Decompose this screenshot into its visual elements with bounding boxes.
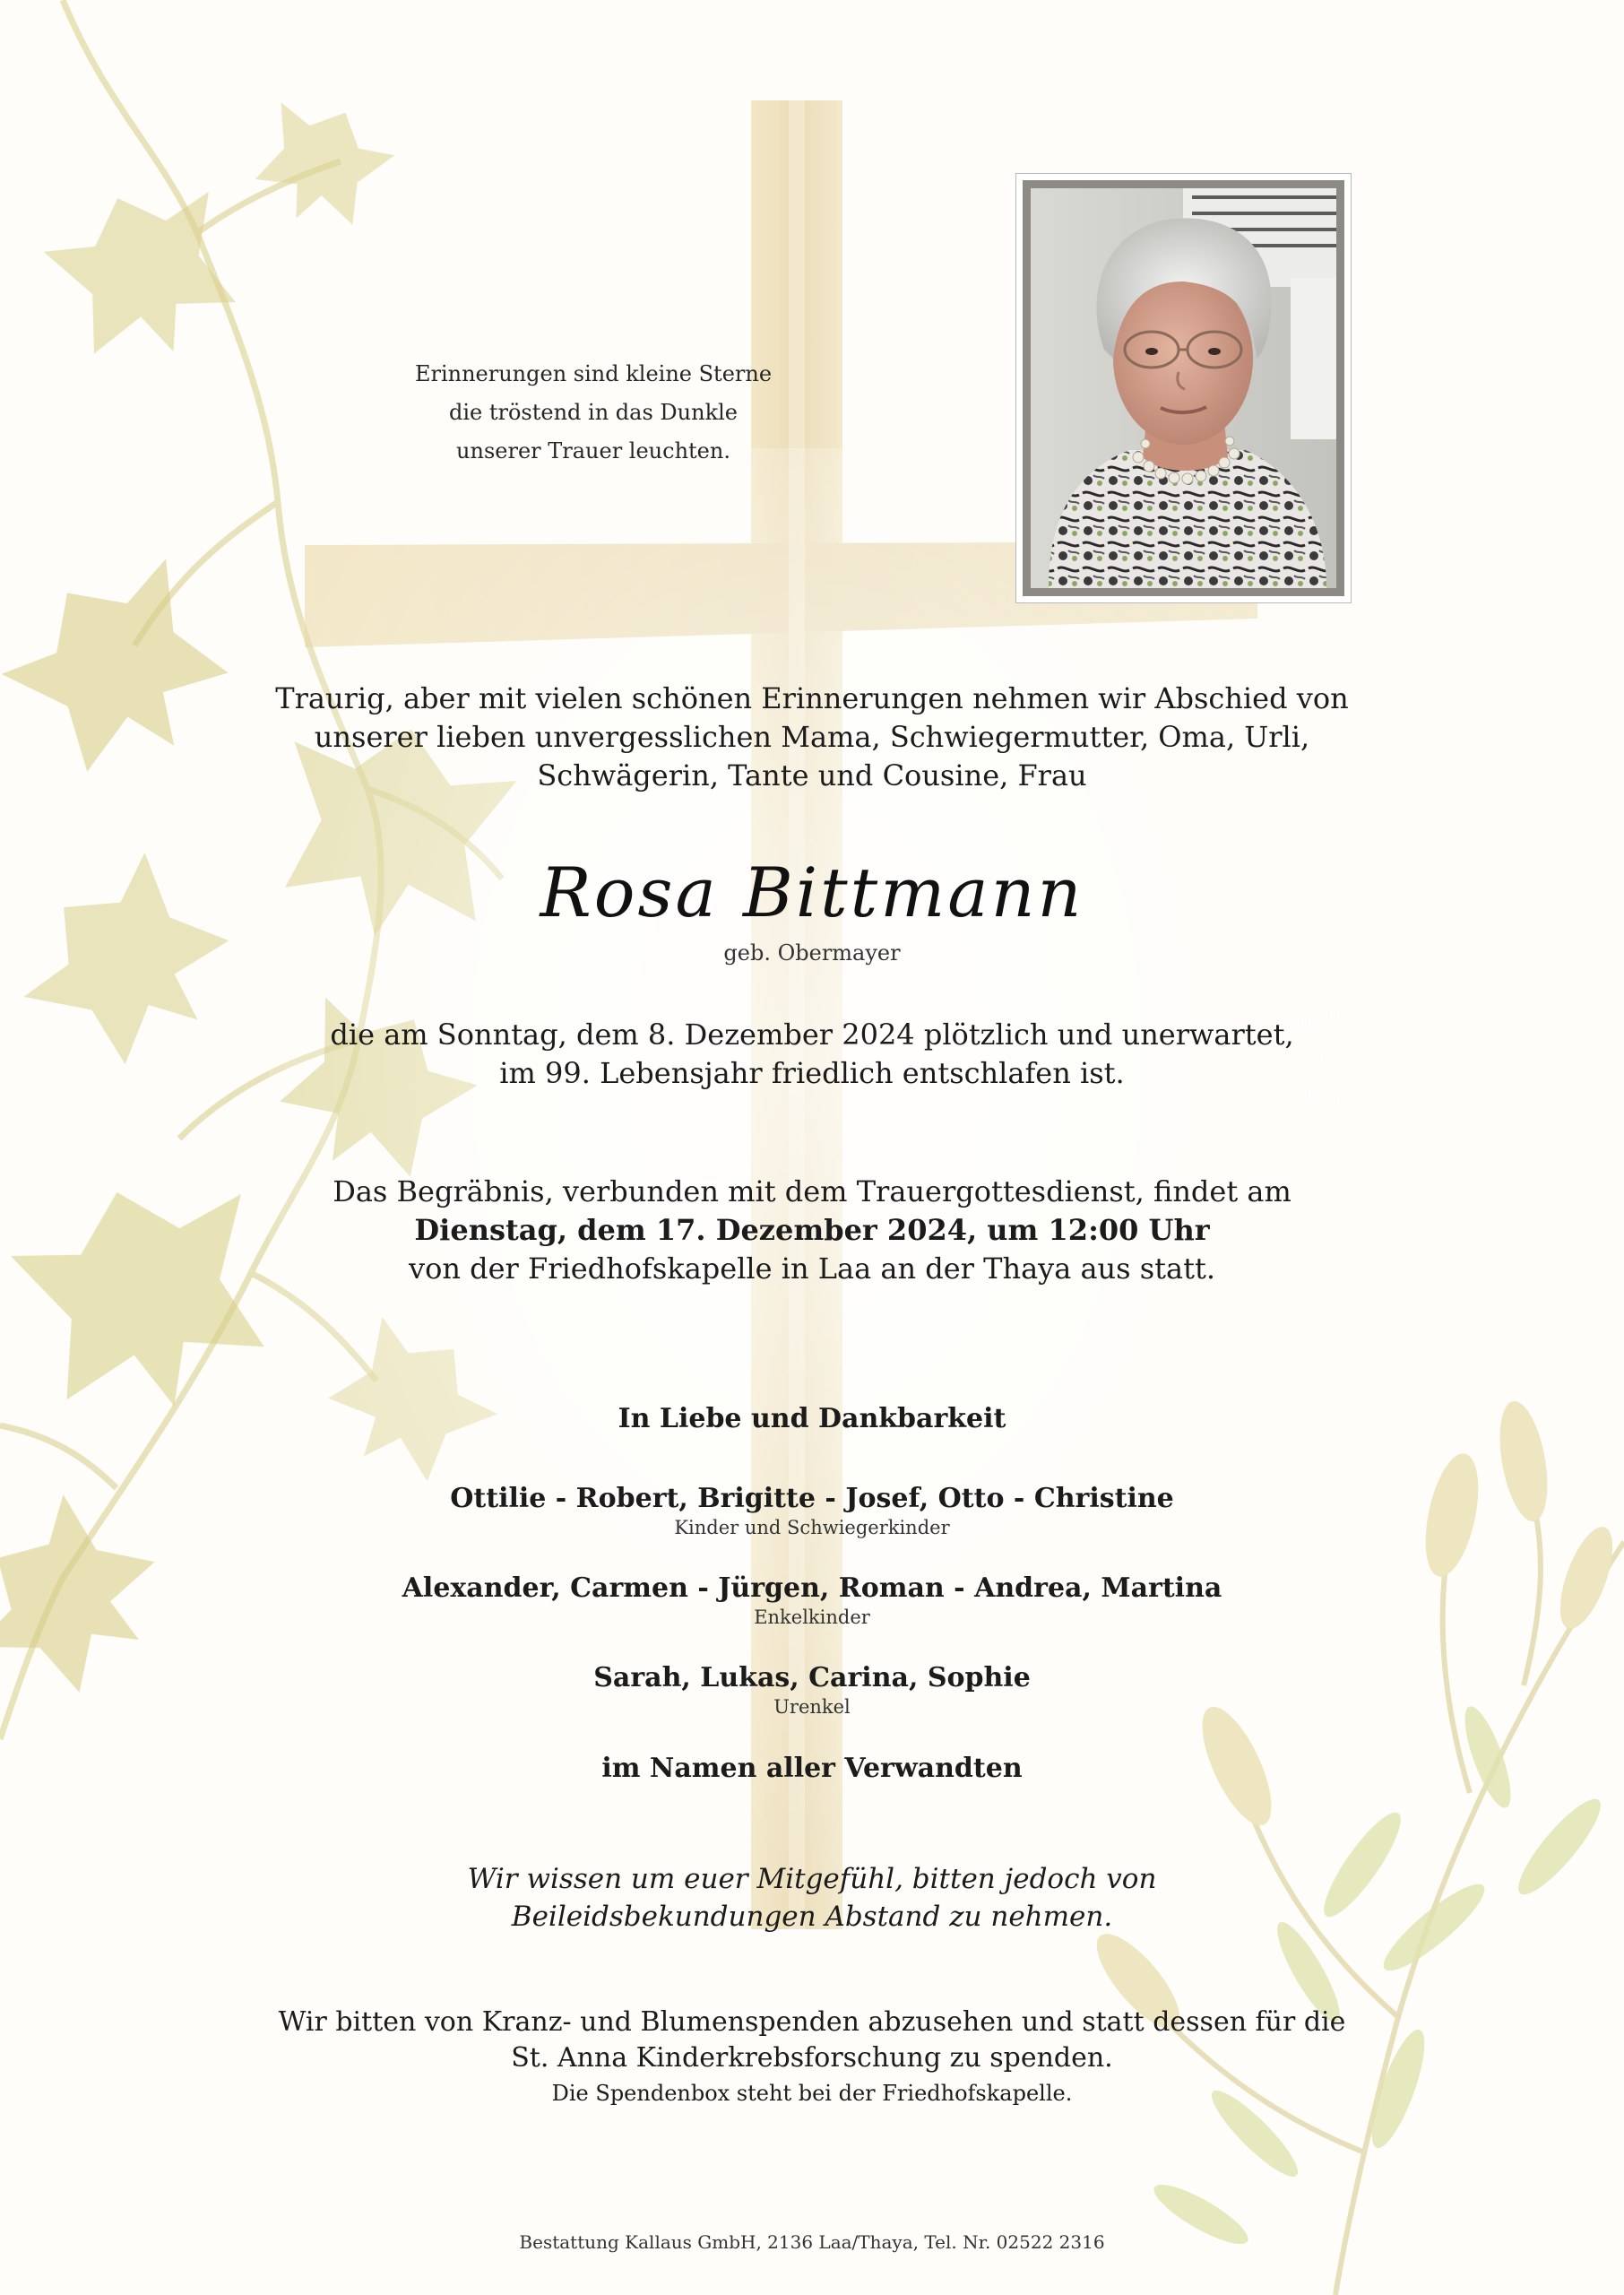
mourner-group (0, 1571, 1624, 1628)
undertaker-footer: Bestattung Kallaus GmbH, 2136 Laa/Thaya, Tel. Nr. 02522 2316 (519, 2231, 1105, 2253)
mourner-role: Kinder und Schwiegerkinder (674, 1517, 950, 1538)
condolence-request (0, 1860, 1624, 1936)
portrait-photo (1031, 188, 1336, 588)
mourner-role: Enkelkinder (754, 1606, 870, 1628)
portrait-mat (1023, 180, 1344, 596)
mourner-role: Urenkel (773, 1696, 851, 1718)
funeral-line: Das Begräbnis, verbunden mit dem Trauergottesdienst, findet am (333, 1174, 1291, 1208)
mourner-names: Ottilie - Robert, Brigitte - Josef, Otto - Christine (450, 1483, 1174, 1514)
intro-line: unserer lieben unvergesslichen Mama, Schwiegermutter, Oma, Urli, (314, 720, 1310, 754)
mourner-names: Alexander, Carmen - Jürgen, Roman - Andrea, Martina (402, 1572, 1222, 1604)
death-line: im 99. Lebensjahr friedlich entschlafen ist. (499, 1056, 1125, 1090)
death-line: die am Sonntag, dem 8. Dezember 2024 plötzlich und unerwartet, (330, 1018, 1294, 1052)
quote-line: unserer Trauer leuchten. (456, 438, 730, 463)
funeral-info (0, 1173, 1624, 1288)
funeral-date-time: Dienstag, dem 17. Dezember 2024, um 12:00 Uhr (414, 1213, 1210, 1247)
mourners-closing: im Namen aller Verwandten (601, 1753, 1023, 1784)
maiden-name: geb. Obermayer (723, 940, 901, 966)
memorial-quote (351, 355, 835, 471)
condolence-line: Beileidsbekundungen Abstand zu nehmen. (511, 1901, 1113, 1933)
donation-request (0, 2005, 1624, 2110)
funeral-location: von der Friedhofskapelle in Laa an der Thaya aus statt. (408, 1251, 1215, 1286)
intro-line: Traurig, aber mit vielen schönen Erinnerungen nehmen wir Abschied von (275, 681, 1349, 715)
donation-line: Wir bitten von Kranz- und Blumenspenden abzusehen und statt dessen für die (278, 2006, 1346, 2038)
donation-line: St. Anna Kinderkrebsforschung zu spenden. (511, 2042, 1113, 2074)
deceased-name: Rosa Bittmann (540, 853, 1084, 932)
quote-line: die tröstend in das Dunkle (448, 400, 738, 425)
condolence-line: Wir wissen um euer Mitgefühl, bitten jedoch von (467, 1863, 1157, 1895)
mourner-group (0, 1660, 1624, 1718)
death-notice (0, 1016, 1624, 1093)
quote-line: Erinnerungen sind kleine Sterne (414, 361, 773, 386)
mourners-heading: In Liebe und Dankbarkeit (618, 1403, 1006, 1434)
mourner-group (0, 1481, 1624, 1538)
donation-box-note: Die Spendenbox steht bei der Friedhofskapelle. (551, 2081, 1073, 2106)
portrait-frame (1015, 173, 1352, 603)
farewell-intro (0, 680, 1624, 795)
intro-line: Schwägerin, Tante und Cousine, Frau (537, 758, 1087, 792)
mourner-names: Sarah, Lukas, Carina, Sophie (593, 1662, 1031, 1693)
